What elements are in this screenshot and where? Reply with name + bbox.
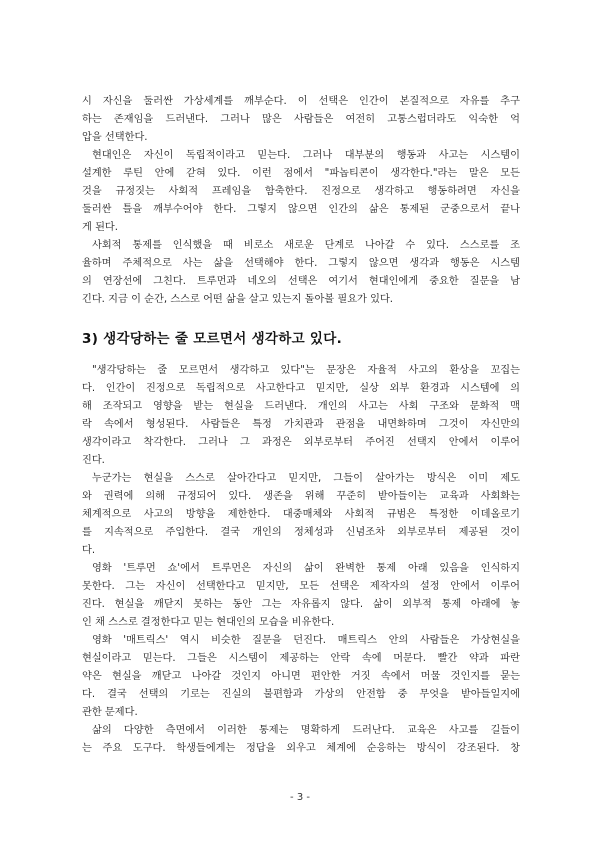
- text-line: 영화 '트루먼 쇼'에서 트루먼은 자신의 삶이 완벽한 통제 아래 있음을 인식하지: [92, 563, 520, 574]
- text-line: "생각당하는 줄 모르면서 생각하고 있다"는 문장은 자율적 사고의 환상을 꼬집는: [92, 365, 520, 376]
- text-line: 와 권력에 의해 규정되어 있다. 생존을 위해 꾸준히 받아들이는 교육과 사회화는: [82, 491, 520, 502]
- page-number: - 3 -: [290, 792, 310, 803]
- text-line: 의 연장선에 그친다. 트루먼과 네오의 선택은 여기서 현대인에게 중요한 질문을 남: [82, 276, 520, 287]
- text-line: 시 자신을 둘러싼 가상세계를 깨부순다. 이 선택은 인간이 본질적으로 자유를 추구: [82, 96, 520, 107]
- text-line: 약은 현실을 깨닫고 나아갈 것인지 아니면 편안한 거짓 속에서 머물 것인지를 묻는: [82, 671, 520, 682]
- section-heading: 3) 생각당하는 줄 모르면서 생각하고 있다.: [82, 331, 343, 347]
- text-line: 누군가는 현실을 스스로 살아간다고 믿지만, 그들이 살아가는 방식은 이미 제도: [92, 473, 520, 484]
- text-line: 를 지속적으로 주입한다. 결국 개인의 정체성과 신념조차 외부로부터 제공된 것이: [82, 527, 520, 538]
- text-line: 관한 문제다.: [82, 707, 138, 718]
- body-text-top: [82, 93, 520, 309]
- text-line: 진다. 현실을 깨닫지 못하는 동안 그는 자유롭지 않다. 삶이 외부적 통제 아래에 놓: [82, 599, 520, 610]
- text-line: 영화 '매트릭스' 역시 비슷한 질문을 던진다. 매트릭스 안의 사람들은 가상현실을: [92, 635, 520, 646]
- text-line: 체계적으로 사고의 방향을 제한한다. 대중매체와 사회적 규범은 특정한 이데올로기: [82, 509, 520, 520]
- text-line: 설계한 루틴 안에 갇혀 있다. 이런 점에서 "파놉티콘이 생각한다."라는 말은 모든: [82, 168, 520, 179]
- text-line: 현대인은 자신이 독립적이라고 믿는다. 그러나 대부분의 행동과 사고는 시스템이: [92, 150, 520, 161]
- text-line: 게 된다.: [82, 222, 118, 233]
- text-line: 해 조작되고 영향을 받는 현실을 드러낸다. 개인의 사고는 사회 구조와 문화적 맥: [82, 401, 520, 412]
- text-line: 것을 규정짓는 사회적 프레임을 함축한다. 진정으로 생각하고 행동하려면 자신을: [82, 186, 520, 197]
- text-line: 현실이라고 믿는다. 그들은 시스템이 제공하는 안락 속에 머문다. 빨간 약과 파란: [82, 653, 520, 664]
- text-line: 둘러싼 틀을 깨부수어야 한다. 그렇지 않으면 인간의 삶은 통제된 군중으로서 끝나: [82, 204, 520, 215]
- text-line: 율하며 주체적으로 사는 삶을 선택해야 한다. 그렇지 않으면 생각과 행동은 시스템: [82, 258, 520, 269]
- text-line: 다. 결국 선택의 기로는 진실의 불편함과 가상의 안전함 중 무엇을 받아들일지에: [82, 689, 520, 700]
- text-line: 락 속에서 형성된다. 사람들은 특정 가치관과 관점을 내면화하며 그것이 자신만의: [82, 419, 520, 430]
- text-line: 다.: [82, 545, 96, 556]
- text-line: 생각이라고 착각한다. 그러나 그 과정은 외부로부터 주어진 선택지 안에서 이루어: [82, 437, 520, 448]
- text-line: 하는 존재임을 드러낸다. 그러나 많은 사람들은 여전히 고통스럽더라도 익숙한 억: [82, 114, 520, 125]
- text-line: 압을 선택한다.: [82, 132, 148, 143]
- text-line: 는 주요 도구다. 학생들에게는 정답을 외우고 체계에 순응하는 방식이 강조된다. 창: [82, 743, 520, 754]
- text-line: 못한다. 그는 자신이 선택한다고 믿지만, 모든 선택은 제작자의 설정 안에서 이루어: [82, 581, 520, 592]
- text-line: 인 채 스스로 결정한다고 믿는 현대인의 모습을 비유한다.: [82, 617, 335, 628]
- text-line: 사회적 통제를 인식했을 때 비로소 새로운 단계로 나아갈 수 있다. 스스로를 조: [92, 240, 520, 251]
- body-text-bottom: [82, 362, 520, 758]
- text-line: 긴다. 지금 이 순간, 스스로 어떤 삶을 살고 있는지 돌아볼 필요가 있다.: [82, 294, 394, 305]
- text-line: 진다.: [82, 455, 105, 466]
- text-line: 삶의 다양한 측면에서 이러한 통제는 명확하게 드러난다. 교육은 사고를 길들이: [92, 725, 520, 736]
- text-line: 다. 인간이 진정으로 독립적으로 사고한다고 믿지만, 실상 외부 환경과 시스템에 의: [82, 383, 520, 394]
